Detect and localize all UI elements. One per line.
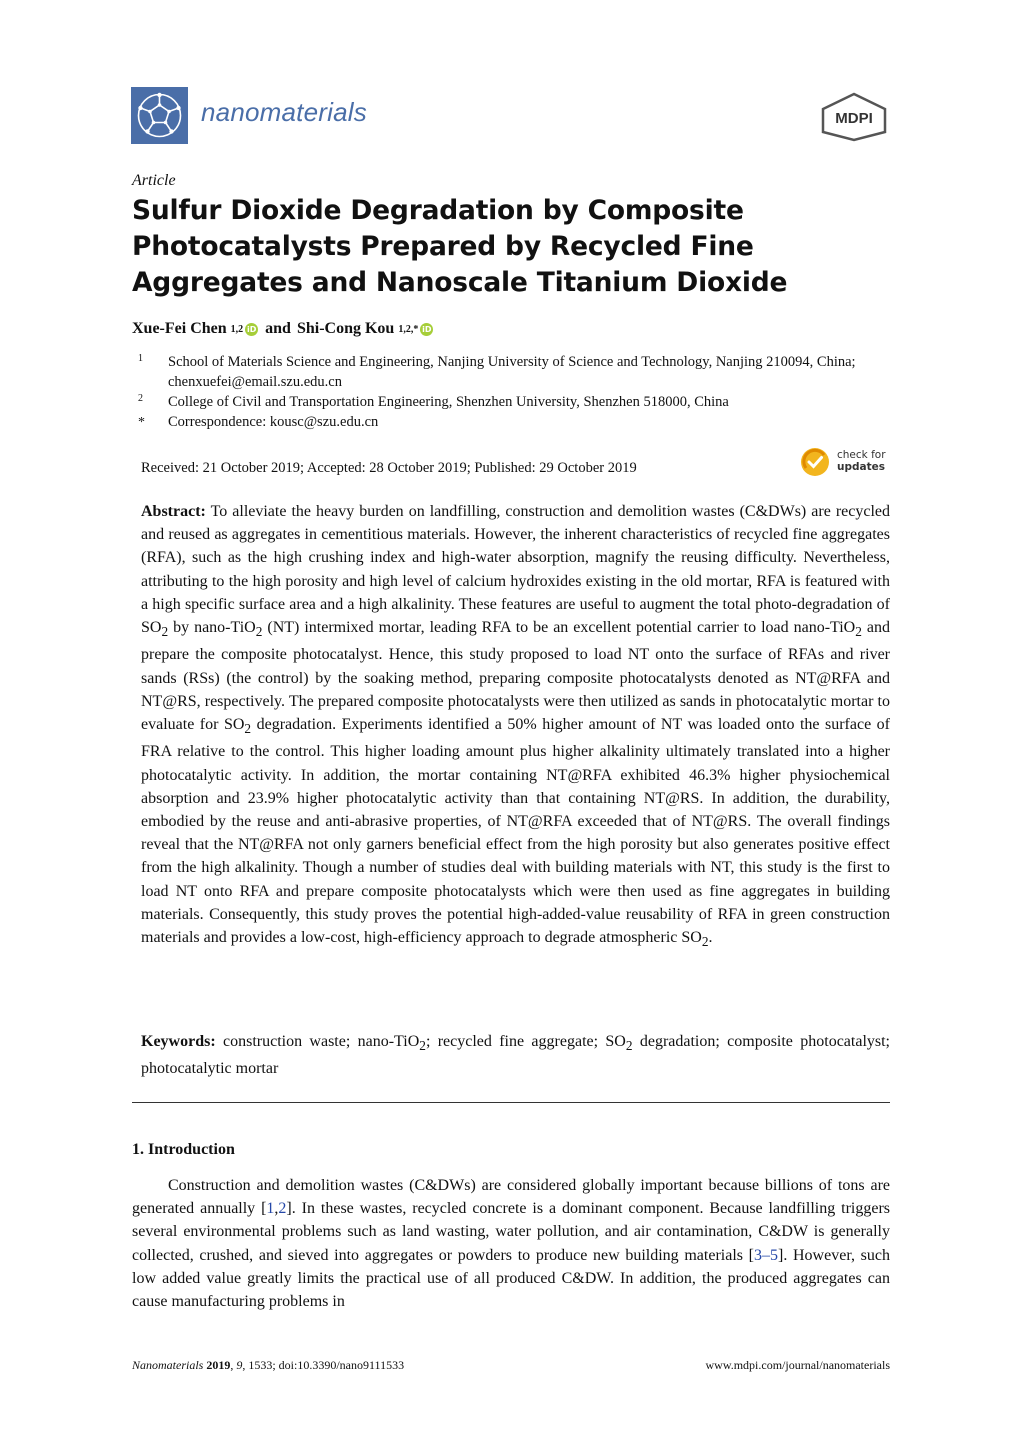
orcid-icon[interactable]: iD: [246, 324, 257, 334]
section-divider: [132, 1102, 890, 1103]
affiliations: [138, 352, 898, 432]
abstract: [141, 500, 890, 953]
publisher-name: MDPI: [835, 110, 873, 127]
author-name: Xue-Fei Chen: [132, 320, 227, 337]
author-list: [132, 320, 438, 338]
footer-doi: , 1533; doi:10.3390/nano9111533: [242, 1358, 405, 1372]
subscript: 2: [855, 624, 862, 640]
citation-link[interactable]: 3: [754, 1246, 762, 1264]
affiliation-item: [138, 392, 898, 412]
footer-volume: 9: [236, 1358, 243, 1372]
article-type: Article: [132, 172, 176, 189]
citation-link[interactable]: 5: [770, 1246, 778, 1264]
footer-url[interactable]: www.mdpi.com/journal/nanomaterials: [705, 1358, 890, 1372]
subscript: 2: [161, 624, 169, 640]
abstract-text: .: [708, 929, 713, 947]
subscript: 2: [255, 624, 263, 640]
keywords-label: Keywords:: [141, 1033, 216, 1050]
citation-range-dash: –: [762, 1246, 770, 1264]
check-updates-line2: updates: [837, 461, 885, 473]
journal-name: nanomaterials: [201, 97, 367, 127]
abstract-text: To alleviate the heavy burden on landfilling, construction and demolition wastes (C&DWs) are recycled and reused as aggregates in cementitious materials. However, the inherent characteristics of recycled fine aggregates (RFA), such as the high crushing index and high-water absorption, magnify the reusing difficulty. Nevertheless, attributing to the high porosity and high level of calcium hydroxides existing in the old mortar, RFA is featured with a high specific surface area and a high alkalinity. These features are useful to augment the total photo-degradation of SO: [141, 503, 890, 637]
affiliation-marker: 2: [138, 393, 143, 404]
subscript: 2: [625, 1038, 633, 1054]
citation-link[interactable]: 1: [266, 1200, 275, 1218]
check-for-updates-button[interactable]: [800, 447, 890, 477]
abstract-text: and prepare the composite photocatalyst. Hence, this study proposed to load NT onto the surface of RFAs and river sands (RSs) (the control) by the soaking method, preparing composite photocatalysts denoted as NT@RFA and NT@RS, respectively. The prepared composite photocatalysts were then utilized as sands in photocatalytic mortar to evaluate for SO: [141, 619, 890, 734]
body-text: ]. In these wastes, recycled concrete is a dominant component. Because landfilling triggers several environmental problems such as land wasting, water pollution, and air contamination, C&DW is generally collected, crushed, and sieved into aggregates or powders to produce new building materials [: [132, 1200, 890, 1264]
body-text: ,: [274, 1200, 279, 1218]
abstract-text: (NT) intermixed mortar, leading RFA to be an excellent potential carrier to load nano-TiO: [262, 619, 856, 637]
paper-title: Sulfur Dioxide Degradation by Composite Photocatalysts Prepared by Recycled Fine Aggregates and Nanoscale Titanium Dioxide: [132, 195, 788, 298]
citation-link[interactable]: 2: [278, 1200, 287, 1218]
orcid-icon[interactable]: iD: [422, 324, 432, 334]
author-name: Shi-Cong Kou: [296, 320, 395, 337]
footer-year: 2019: [206, 1358, 231, 1372]
affiliation-text: School of Materials Science and Engineering, Nanjing University of Science and Technology, Nanjing 210094, China; chenxuefei@email.szu.edu.cn: [168, 354, 856, 390]
keywords-text: construction waste; nano-TiO: [215, 1033, 420, 1050]
footer-citation: Nanomaterials 2019, 9, 1533; doi:10.3390/nano9111533: [132, 1358, 405, 1372]
correspondence-item: [138, 412, 898, 432]
affiliation-text: College of Civil and Transportation Engineering, Shenzhen University, Shenzhen 518000, China: [168, 394, 729, 410]
author-joiner: and: [265, 320, 291, 337]
abstract-text: by nano-TiO: [168, 619, 256, 637]
subscript: 2: [244, 721, 252, 737]
correspondence-text: Correspondence: kousc@szu.edu.cn: [168, 414, 379, 430]
affiliation-marker: 1: [138, 353, 143, 364]
subscript: 2: [701, 934, 709, 950]
correspondence-marker: *: [138, 415, 145, 430]
check-updates-line1: check for: [837, 449, 886, 461]
buckyball-logo-icon: [131, 87, 188, 144]
publication-dates: Received: 21 October 2019; Accepted: 28 October 2019; Published: 29 October 2019: [141, 460, 637, 476]
abstract-label: Abstract:: [141, 503, 206, 520]
author-affiliation-marker: 1,2: [230, 323, 244, 335]
check-mark-icon: [800, 447, 830, 477]
abstract-text: degradation. Experiments identified a 50% higher amount of NT was loaded onto the surface of FRA relative to the control. This higher loading amount plus higher alkalinity ultimately translated into a higher photocatalytic activity. In addition, the mortar containing NT@RFA exhibited 46.3% higher physiochemical absorption and 23.9% higher photocatalytic activity than that containing NT@RS. In addition, the durability, embodied by the reuse and anti-abrasive properties, of NT@RFA exceeded that of NT@RS. The overall findings reveal that the NT@RFA not only garners beneficial effect from the high porosity but also generates positive effect from the high alkalinity. Though a number of studies deal with building materials with NT, this study is the first to load NT onto RFA and prepare composite photocatalysts which were then used as fine aggregates in building materials. Consequently, this study proves the potential high-added-value reusability of RFA in green construction materials and provides a low-cost, high-efficiency approach to degrade atmospheric SO: [141, 716, 891, 947]
footer-journal: Nanomaterials: [132, 1358, 204, 1372]
author-affiliation-marker: 1,2,*: [398, 323, 419, 335]
body-text: ]. However, such low added value greatly limits the practical use of all produced C&DW. In addition, the produced aggregates can cause manufacturing problems in: [132, 1246, 891, 1311]
affiliation-item: [138, 352, 898, 392]
body-text: Construction and demolition wastes (C&DWs) are considered globally important because billions of tons are generated annually [: [132, 1177, 890, 1218]
keywords-text: degradation; composite photocatalyst; photocatalytic mortar: [141, 1033, 891, 1078]
mdpi-logo: [819, 92, 889, 142]
keywords-text: ; recycled fine aggregate; SO: [425, 1033, 626, 1050]
introduction-paragraph: [132, 1174, 890, 1313]
keywords: [141, 1030, 890, 1081]
subscript: 2: [419, 1038, 426, 1054]
section-heading-introduction: 1. Introduction: [132, 1141, 235, 1158]
